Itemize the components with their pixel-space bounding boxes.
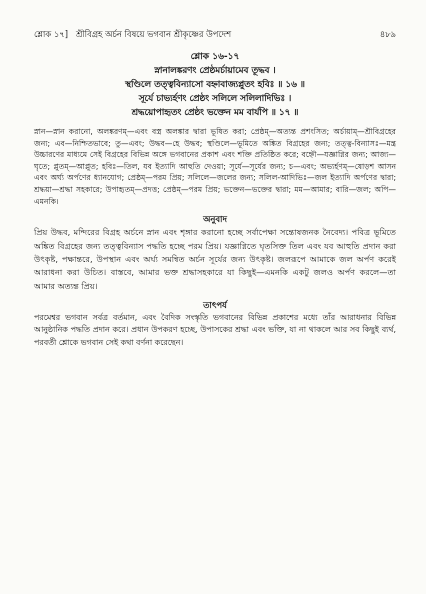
verse-line: সূর্যে চাভ্যর্হণং প্রেষ্ঠং সলিলে সলিলাদিভিঃ । <box>138 94 292 104</box>
verse-line: শ্রদ্ধয়োপাহৃতং প্রেষ্ঠং ভক্তেন মম বার্যপি ॥ ১৭ ॥ <box>131 108 299 118</box>
verse-block <box>34 50 396 120</box>
page-number: ৪৮৯ <box>379 29 396 39</box>
word-meanings: স্নান—স্নান করানো, অলঙ্করণম্—এবং বস্ত্র অলঙ্কার দ্বারা ভূষিত করা; প্রেষ্ঠম্—অত্যন্ত প্রশংসিত; অর্চায়াম্—শ্রীবিগ্রহের জন্য; এব—নিশ্চিতভাবে; তু—এবং; উদ্ধব—হে উদ্ধব; স্থণ্ডিলে—ভূমিতে অঙ্কিত বিগ্রহের জন্য; তত্ত্ব-বিন্যাসঃ—মন্ত্র উচ্চারণের মাধ্যমে সেই বিগ্রহের বিভিন্ন অঙ্গে ভগবানের প্রকাশ এবং শক্তি প্রতিষ্ঠিত করে; বহ্নৌ—যজ্ঞাগ্নির জন্য; আজ্য—ঘৃতে; প্লুতম্—আপ্লুত; হবিঃ—তিল, যব ইত্যাদি আহুতি দেওয়া; সূর্যে—সূর্যের জন্য; চ—এবং; অভ্যর্হণম্—ষোড়শ আসন এবং অর্ঘ্য অর্পণের ধ্যানযোগ; প্রেষ্ঠম্—পরম প্রিয়; সলিলে—জলের জন্য; সলিল-আদিভিঃ—জল ইত্যাদি অর্পণের দ্বারা; শ্রদ্ধয়া—শ্রদ্ধা সহকারে; উপাহৃতম্—প্রদত্ত; প্রেষ্ঠম্—পরম প্রিয়; ভক্তেন—ভক্তের দ্বারা; মম—আমার; বারি—জল; অপি—এমনকি। <box>34 127 396 206</box>
header-verse-ref: শ্লোক ১৭] <box>34 29 68 39</box>
book-page <box>34 28 396 349</box>
purport-text: পরমেশ্বর ভগবান সর্বত্র বর্তমান, এবং বৈদিক সংস্কৃতি ভগবানের বিভিন্ন প্রকাশের মধ্যে তাঁর আরাধনার বিভিন্ন আনুষ্ঠানিক পদ্ধতি প্রদান করে। প্রধান উপকরণ হচ্ছে, উপাসকের শ্রদ্ধা এবং ভক্তি, যা না থাকলে আর সব কিছুই ব্যর্থ, পরবর্তী শ্লোকে ভগবান সেই কথা বর্ণনা করেছেন। <box>34 313 396 347</box>
translation-text: প্রিয় উদ্ধব, মন্দিরের বিগ্রহ অর্চনে স্নান এবং শৃঙ্গার করানো হচ্ছে সর্বাপেক্ষা সন্তোষজনক নৈবেদ্য। পবিত্র ভূমিতে অঙ্কিত বিগ্রহের জন্য তত্ত্ববিন্যাস পদ্ধতি হচ্ছে পরম প্রিয়। যজ্ঞাগ্নিতে ঘৃতসিক্ত তিল এবং যব আহুতি প্রদান করা উৎকৃষ্ট, পক্ষান্তরে, উপস্থান এবং অর্ঘ্য সমন্বিত অর্চন সূর্যের জন্য উৎকৃষ্ট। জলরূপে আমাকে জল অর্পণ করেই আরাধনা করা উচিত। বাস্তবে, আমার ভক্ত শ্রদ্ধাসহকারে যা কিছুই—এমনকি একটু জলও অর্পণ করলে—তা আমার অত্যন্ত প্রিয়। <box>34 227 396 291</box>
translation-heading: অনুবাদ <box>203 214 227 225</box>
verse-heading: শ্লোক ১৬-১৭ <box>190 52 240 62</box>
purport-heading: তাৎপর্য <box>203 300 227 311</box>
header-title: শ্রীবিগ্রহ অর্চন বিষয়ে ভগবান শ্রীকৃষ্ণের উপদেশ <box>75 29 232 39</box>
verse-line: স্নানালঙ্করণং প্রেষ্ঠমর্চায়ামেব তূদ্ধব । <box>154 66 276 76</box>
verse-line: স্থণ্ডিলে তত্ত্ববিন্যাসো বহ্নাবাজ্যপ্লুতং হবিঃ ॥ ১৬ ॥ <box>125 80 305 90</box>
header-left <box>34 28 231 40</box>
page-header <box>34 28 396 40</box>
